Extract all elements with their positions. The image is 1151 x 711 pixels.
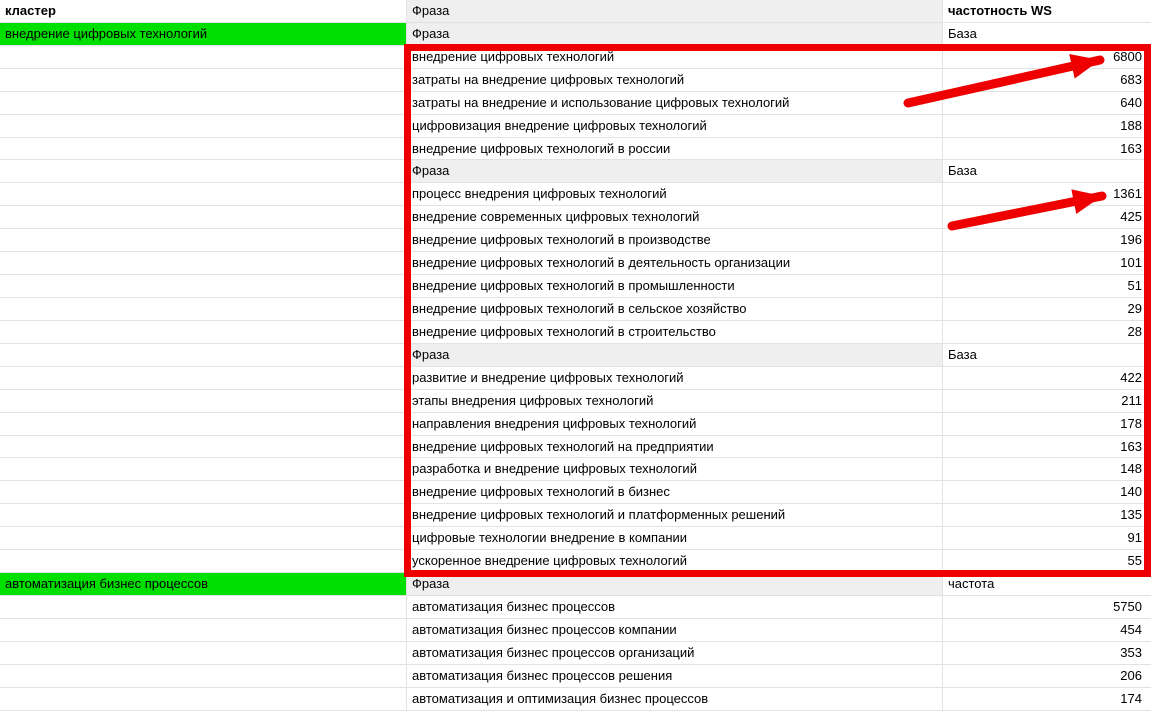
cluster-cell[interactable]: автоматизация бизнес процессов xyxy=(0,573,407,596)
phrase-cell[interactable]: автоматизация бизнес процессов решения xyxy=(407,665,943,688)
phrase-cell[interactable]: процесс внедрения цифровых технологий xyxy=(407,183,943,206)
frequency-cell[interactable]: База xyxy=(943,160,1151,183)
cluster-cell[interactable] xyxy=(0,275,407,298)
keyword-row xyxy=(0,252,1151,275)
frequency-cell[interactable]: 29 xyxy=(943,298,1151,321)
keyword-row xyxy=(0,298,1151,321)
phrase-cell[interactable]: Фраза xyxy=(407,0,943,23)
phrase-cell[interactable]: внедрение цифровых технологий в производстве xyxy=(407,229,943,252)
cluster-cell[interactable] xyxy=(0,367,407,390)
keyword-row xyxy=(0,367,1151,390)
phrase-cell[interactable]: цифровые технологии внедрение в компании xyxy=(407,527,943,550)
frequency-cell[interactable]: 28 xyxy=(943,321,1151,344)
phrase-cell[interactable]: автоматизация бизнес процессов организаций xyxy=(407,642,943,665)
phrase-cell[interactable]: цифровизация внедрение цифровых технологий xyxy=(407,115,943,138)
keyword-row xyxy=(0,504,1151,527)
cluster-cell[interactable] xyxy=(0,458,407,481)
keyword-row xyxy=(0,69,1151,92)
phrase-cell[interactable]: затраты на внедрение и использование цифровых технологий xyxy=(407,92,943,115)
cluster-cell[interactable] xyxy=(0,69,407,92)
frequency-cell[interactable]: 6800 xyxy=(943,46,1151,69)
cluster-cell[interactable]: внедрение цифровых технологий xyxy=(0,23,407,46)
cluster-cell[interactable]: кластер xyxy=(0,0,407,23)
cluster-cell[interactable] xyxy=(0,115,407,138)
phrase-cell[interactable]: внедрение цифровых технологий и платформенных решений xyxy=(407,504,943,527)
cluster-cell[interactable] xyxy=(0,206,407,229)
keyword-row xyxy=(0,642,1151,665)
group-header-row xyxy=(0,160,1151,183)
phrase-cell[interactable]: автоматизация бизнес процессов компании xyxy=(407,619,943,642)
cluster-cell[interactable] xyxy=(0,92,407,115)
frequency-cell[interactable]: 196 xyxy=(943,229,1151,252)
cluster-cell[interactable] xyxy=(0,138,407,161)
phrase-cell[interactable]: затраты на внедрение цифровых технологий xyxy=(407,69,943,92)
keyword-row xyxy=(0,115,1151,138)
phrase-cell[interactable]: Фраза xyxy=(407,160,943,183)
phrase-cell[interactable]: внедрение цифровых технологий в россии xyxy=(407,138,943,161)
frequency-cell[interactable]: 55 xyxy=(943,550,1151,573)
cluster-cell[interactable] xyxy=(0,688,407,711)
phrase-cell[interactable]: Фраза xyxy=(407,344,943,367)
frequency-cell[interactable]: 135 xyxy=(943,504,1151,527)
cluster-cell[interactable] xyxy=(0,504,407,527)
frequency-cell[interactable]: частотность WS xyxy=(943,0,1151,23)
phrase-cell[interactable]: разработка и внедрение цифровых технологий xyxy=(407,458,943,481)
frequency-cell[interactable]: 422 xyxy=(943,367,1151,390)
phrase-cell[interactable]: Фраза xyxy=(407,23,943,46)
keyword-row xyxy=(0,527,1151,550)
keyword-row xyxy=(0,321,1151,344)
cluster-cell[interactable] xyxy=(0,413,407,436)
frequency-cell[interactable]: 163 xyxy=(943,436,1151,459)
phrase-cell[interactable]: внедрение цифровых технологий в строительство xyxy=(407,321,943,344)
keyword-row xyxy=(0,46,1151,69)
keyword-row xyxy=(0,550,1151,573)
keyword-row xyxy=(0,436,1151,459)
phrase-cell[interactable]: внедрение современных цифровых технологий xyxy=(407,206,943,229)
keyword-row xyxy=(0,138,1151,161)
frequency-cell[interactable]: 101 xyxy=(943,252,1151,275)
frequency-cell[interactable]: 188 xyxy=(943,115,1151,138)
cluster-cell[interactable] xyxy=(0,390,407,413)
phrase-cell[interactable]: направления внедрения цифровых технологий xyxy=(407,413,943,436)
group-header-row xyxy=(0,344,1151,367)
frequency-cell[interactable]: 51 xyxy=(943,275,1151,298)
frequency-cell[interactable]: частота xyxy=(943,573,1151,596)
keyword-row xyxy=(0,390,1151,413)
cluster-cell[interactable] xyxy=(0,481,407,504)
cluster-cell[interactable] xyxy=(0,596,407,619)
frequency-cell[interactable]: База xyxy=(943,344,1151,367)
frequency-cell[interactable]: 5750 xyxy=(943,596,1151,619)
cluster-row xyxy=(0,573,1151,596)
frequency-cell[interactable]: База xyxy=(943,23,1151,46)
column-header-row xyxy=(0,0,1151,23)
phrase-cell[interactable]: внедрение цифровых технологий на предприятии xyxy=(407,436,943,459)
keyword-row xyxy=(0,92,1151,115)
frequency-cell[interactable]: 1361 xyxy=(943,183,1151,206)
phrase-cell[interactable]: Фраза xyxy=(407,573,943,596)
frequency-cell[interactable]: 140 xyxy=(943,481,1151,504)
frequency-cell[interactable]: 353 xyxy=(943,642,1151,665)
frequency-cell[interactable]: 148 xyxy=(943,458,1151,481)
phrase-cell[interactable]: внедрение цифровых технологий xyxy=(407,46,943,69)
keyword-row xyxy=(0,413,1151,436)
frequency-cell[interactable]: 174 xyxy=(943,688,1151,711)
phrase-cell[interactable]: внедрение цифровых технологий в бизнес xyxy=(407,481,943,504)
frequency-cell[interactable]: 163 xyxy=(943,138,1151,161)
keyword-row xyxy=(0,619,1151,642)
cluster-cell[interactable] xyxy=(0,321,407,344)
cluster-cell[interactable] xyxy=(0,527,407,550)
frequency-cell[interactable]: 683 xyxy=(943,69,1151,92)
cluster-cell[interactable] xyxy=(0,550,407,573)
frequency-cell[interactable]: 211 xyxy=(943,390,1151,413)
keyword-row xyxy=(0,665,1151,688)
cluster-cell[interactable] xyxy=(0,46,407,69)
cluster-cell[interactable] xyxy=(0,642,407,665)
phrase-cell[interactable]: внедрение цифровых технологий в сельское хозяйство xyxy=(407,298,943,321)
keyword-row xyxy=(0,275,1151,298)
frequency-cell[interactable]: 178 xyxy=(943,413,1151,436)
keyword-row xyxy=(0,596,1151,619)
cluster-cell[interactable] xyxy=(0,619,407,642)
keyword-row xyxy=(0,206,1151,229)
frequency-cell[interactable]: 91 xyxy=(943,527,1151,550)
frequency-cell[interactable]: 206 xyxy=(943,665,1151,688)
keyword-row xyxy=(0,481,1151,504)
keyword-row xyxy=(0,229,1151,252)
cluster-cell[interactable] xyxy=(0,344,407,367)
keyword-row xyxy=(0,183,1151,206)
frequency-cell[interactable]: 454 xyxy=(943,619,1151,642)
cluster-cell[interactable] xyxy=(0,436,407,459)
keyword-row xyxy=(0,688,1151,711)
cluster-cell[interactable] xyxy=(0,665,407,688)
cluster-cell[interactable] xyxy=(0,229,407,252)
phrase-cell[interactable]: автоматизация и оптимизация бизнес процессов xyxy=(407,688,943,711)
phrase-cell[interactable]: внедрение цифровых технологий в деятельность организации xyxy=(407,252,943,275)
cluster-cell[interactable] xyxy=(0,298,407,321)
cluster-row xyxy=(0,23,1151,46)
keyword-row xyxy=(0,458,1151,481)
frequency-cell[interactable]: 640 xyxy=(943,92,1151,115)
frequency-cell[interactable]: 425 xyxy=(943,206,1151,229)
phrase-cell[interactable]: ускоренное внедрение цифровых технологий xyxy=(407,550,943,573)
cluster-cell[interactable] xyxy=(0,160,407,183)
phrase-cell[interactable]: развитие и внедрение цифровых технологий xyxy=(407,367,943,390)
phrase-cell[interactable]: внедрение цифровых технологий в промышленности xyxy=(407,275,943,298)
phrase-cell[interactable]: этапы внедрения цифровых технологий xyxy=(407,390,943,413)
cluster-cell[interactable] xyxy=(0,252,407,275)
phrase-cell[interactable]: автоматизация бизнес процессов xyxy=(407,596,943,619)
cluster-cell[interactable] xyxy=(0,183,407,206)
